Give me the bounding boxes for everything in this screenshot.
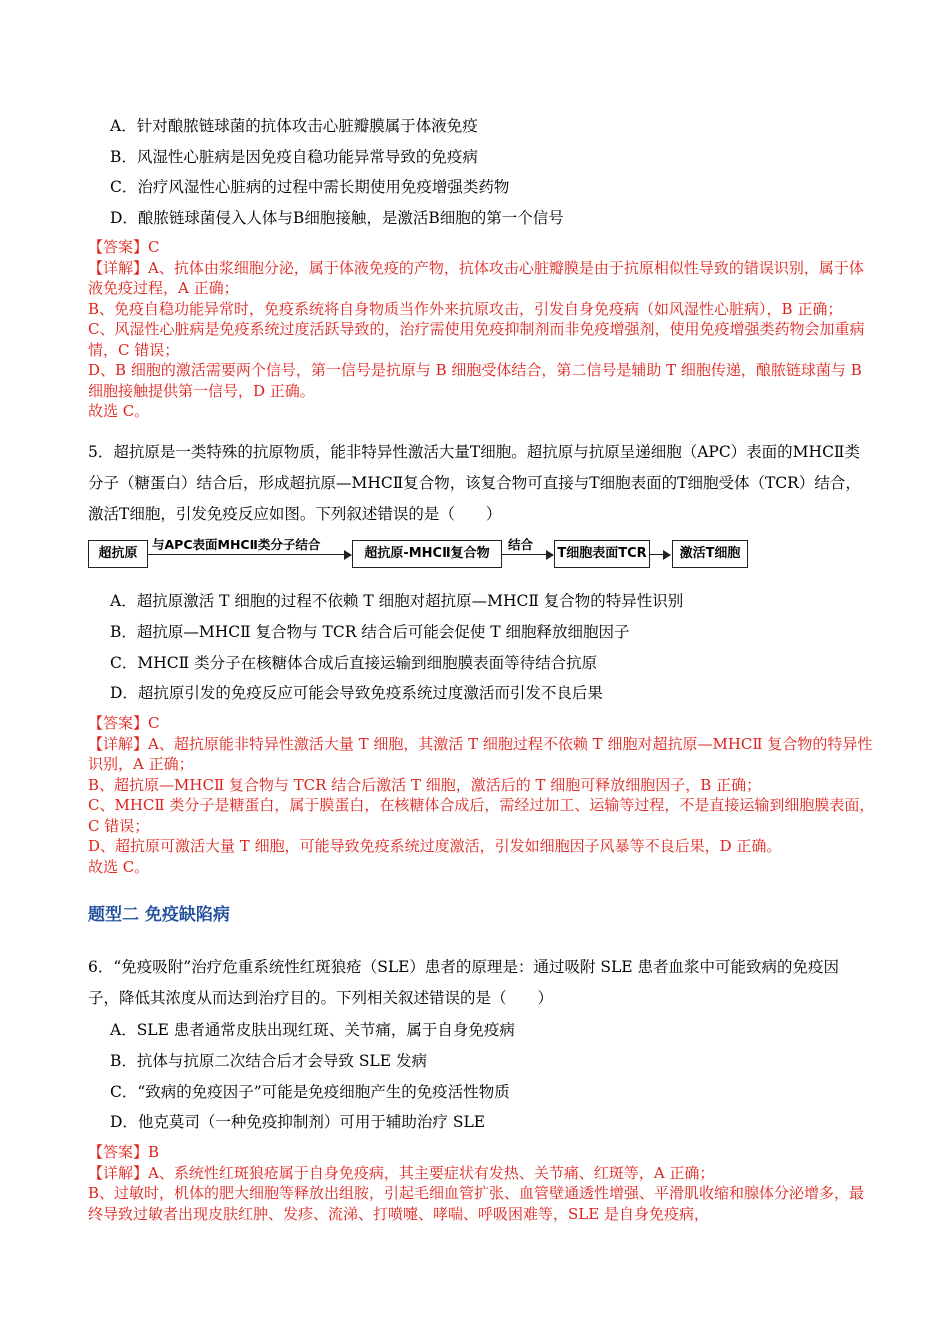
flow-label-bind-apc: 与APC表面MHCⅡ类分子结合 (152, 537, 321, 552)
flow-box-complex: 超抗原-MHCⅡ复合物 (352, 540, 502, 568)
q4-explanation-c: C、风湿性心脏病是免疫系统过度活跃导致的，治疗需使用免疫抑制剂而非免疫增强剂，使用免疫增强类药物会加重病情，C 错误； (88, 320, 865, 359)
q5-answer-block (88, 713, 878, 877)
q6-option-c: C．“致病的免疫因子”可能是免疫细胞产生的免疫活性物质 (110, 1083, 510, 1101)
flow-box-superantigen: 超抗原 (88, 540, 148, 568)
q4-option-c: C．治疗风湿性心脏病的过程中需长期使用免疫增强类药物 (110, 178, 510, 196)
q5-option-d: D．超抗原引发的免疫反应可能会导致免疫系统过度激活而引发不良后果 (110, 684, 603, 702)
q4-option-a: A．针对酿脓链球菌的抗体攻击心脏瓣膜属于体液免疫 (110, 117, 478, 135)
q5-explanation-b: B、超抗原—MHCⅡ 复合物与 TCR 结合后激活 T 细胞，激活后的 T 细胞可释放细胞因子，B 正确； (88, 775, 762, 794)
q4-explanation-d: D、B 细胞的激活需要两个信号，第一信号是抗原与 B 细胞受体结合，第二信号是辅助 T 细胞传递，酿脓链球菌与 B 细胞接触提供第一信号，D 正确。 (88, 361, 862, 400)
q6-option-b: B．抗体与抗原二次结合后才会导致 SLE 发病 (110, 1052, 427, 1070)
section-title: 题型二 免疫缺陷病 (88, 905, 230, 925)
q5-stem: 5．超抗原是一类特殊的抗原物质，能非特异性激活大量T细胞。超抗原与抗原呈递细胞（APC）表面的MHCⅡ类分子（糖蛋白）结合后，形成超抗原—MHCⅡ复合物，该复合物可直接与T细胞表面的T细胞受体（TCR）结合，激活T细胞，引发免疫反应如图。下列叙述错误的是（ ） (88, 443, 861, 523)
q5-conclusion: 故选 C。 (88, 857, 150, 876)
q5-explanation-c: C、MHCⅡ 类分子是糖蛋白，属于膜蛋白，在核糖体合成后，需经过加工、运输等过程，不是直接运输到细胞膜表面，C 错误； (88, 796, 875, 835)
flow-box-activate-t: 激活T细胞 (672, 540, 748, 568)
q6-answer-key: 【答案】B (88, 1143, 160, 1161)
flow-arrow-3 (650, 554, 664, 555)
q6-option-a: A．SLE 患者通常皮肤出现红斑、关节痛，属于自身免疫病 (110, 1021, 515, 1039)
q5-flow-diagram (88, 537, 748, 573)
flow-label-bind: 结合 (508, 537, 534, 552)
q4-explanation-a: 【详解】A、抗体由浆细胞分泌，属于体液免疫的产物，抗体攻击心脏瓣膜是由于抗原相似性导致的错误识别，属于体液免疫过程，A 正确； (88, 258, 864, 297)
q5-answer-key: 【答案】C (88, 714, 160, 732)
q4-answer-block (88, 237, 878, 422)
q4-conclusion: 故选 C。 (88, 402, 150, 420)
flow-arrow-2-head (546, 550, 554, 560)
q5-explanation-d: D、超抗原可激活大量 T 细胞，可能导致免疫系统过度激活，引发如细胞因子风暴等不良后果，D 正确。 (88, 837, 782, 855)
q6-answer-block (88, 1142, 878, 1224)
q6-stem: 6．“免疫吸附”治疗危重系统性红斑狼疮（SLE）患者的原理是：通过吸附 SLE 患者血浆中可能致病的免疫因子，降低其浓度从而达到治疗目的。下列相关叙述错误的是（ ） (88, 958, 840, 1007)
q6-option-d: D．他克莫司（一种免疫抑制剂）可用于辅助治疗 SLE (110, 1113, 486, 1131)
q5-explanation-a: 【详解】A、超抗原能非特异性激活大量 T 细胞，其激活 T 细胞过程不依赖 T 细胞对超抗原—MHCⅡ 复合物的特异性识别，A 正确； (88, 734, 873, 773)
flow-arrow-2 (502, 554, 548, 555)
flow-arrow-1 (148, 554, 344, 555)
q5-option-a: A．超抗原激活 T 细胞的过程不依赖 T 细胞对超抗原—MHCⅡ 复合物的特异性识别 (110, 592, 684, 610)
q4-option-d: D．酿脓链球菌侵入人体与B细胞接触，是激活B细胞的第一个信号 (110, 209, 564, 227)
q5-option-b: B．超抗原—MHCⅡ 复合物与 TCR 结合后可能会促使 T 细胞释放细胞因子 (110, 623, 630, 641)
flow-arrow-3-head (663, 550, 671, 560)
flow-box-tcr: T细胞表面TCR (554, 540, 650, 568)
q6-explanation-a: 【详解】A、系统性红斑狼疮属于自身免疫病，其主要症状有发热、关节痛、红斑等，A 正确； (88, 1163, 715, 1182)
q6-explanation-b: B、过敏时，机体的肥大细胞等释放出组胺，引起毛细血管扩张、血管壁通透性增强、平滑肌收缩和腺体分泌增多，最终导致过敏者出现皮肤红肿、发疹、流涕、打喷嚏、哮喘、呼吸困难等，SLE 是自身免疫病， (88, 1184, 865, 1223)
flow-arrow-1-head (344, 550, 352, 560)
q4-option-b: B．风湿性心脏病是因免疫自稳功能异常导致的免疫病 (110, 148, 478, 166)
q5-option-c: C．MHCⅡ 类分子在核糖体合成后直接运输到细胞膜表面等待结合抗原 (110, 654, 598, 672)
q4-answer-key: 【答案】C (88, 238, 160, 256)
q4-explanation-b: B、免疫自稳功能异常时，免疫系统将自身物质当作外来抗原攻击，引发自身免疫病（如风湿性心脏病），B 正确； (88, 299, 843, 318)
